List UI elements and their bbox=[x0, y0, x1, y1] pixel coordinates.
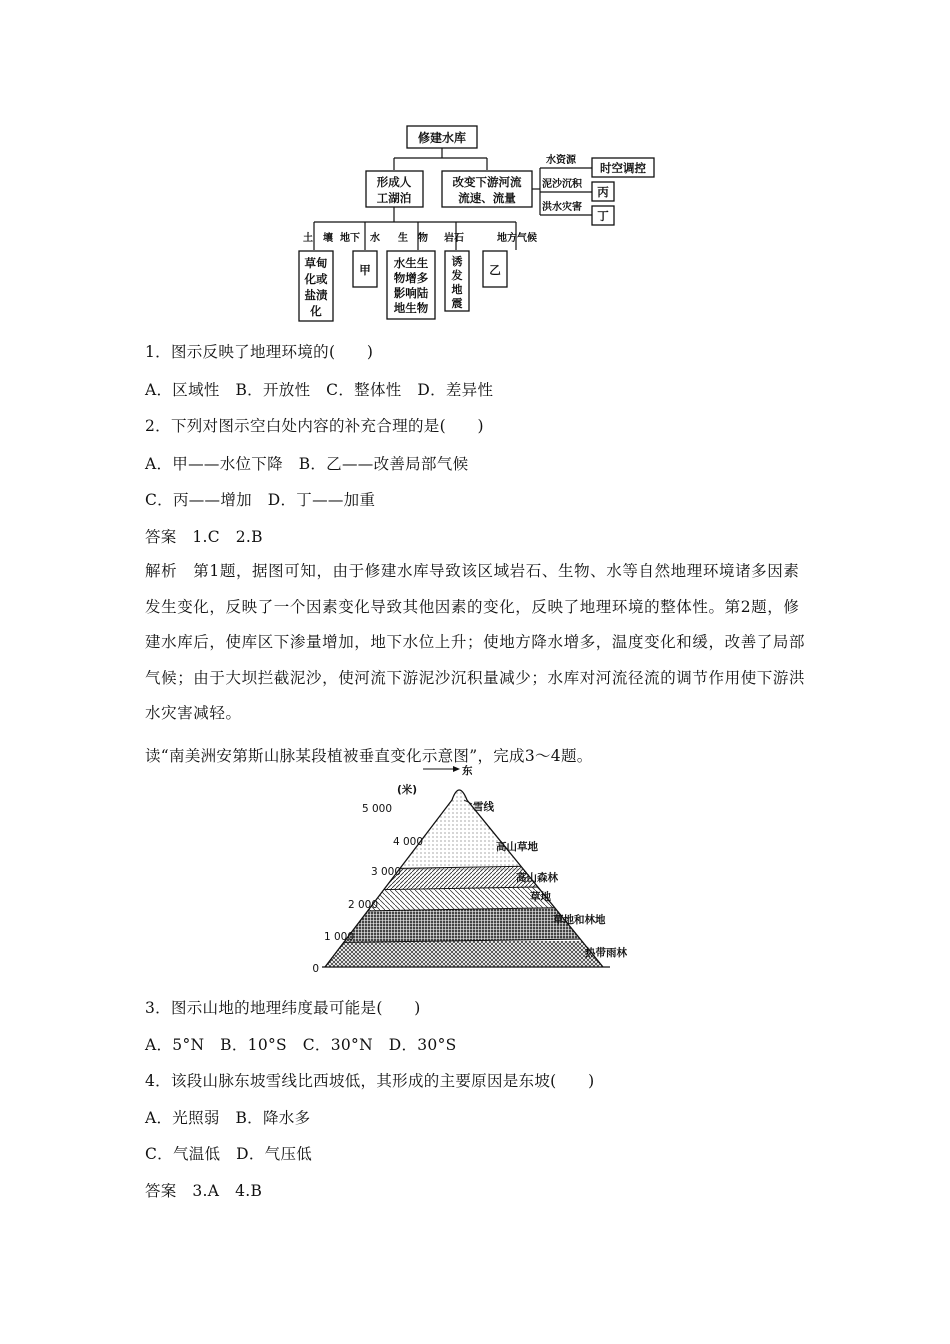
water-resource-label: 水资源 bbox=[546, 155, 576, 166]
unit-label: (米) bbox=[397, 784, 418, 796]
rock-box-line-1: 诱 bbox=[451, 255, 463, 268]
downstream-label-1: 改变下游河流 bbox=[452, 175, 522, 189]
zone-alpine-forest bbox=[300, 864, 660, 891]
label-grassland: 草地 bbox=[530, 891, 551, 903]
bio-box-line-1: 水生生 bbox=[393, 256, 429, 270]
label-snowline: 雪线 bbox=[473, 801, 494, 813]
soil-label: 土 壤 bbox=[303, 233, 333, 244]
tick-1000: 1 000 bbox=[323, 931, 354, 943]
reservoir-flow-diagram bbox=[290, 120, 670, 325]
rock-box-line-3: 地 bbox=[451, 283, 463, 296]
question-2-options-cd: C．丙——增加 D．丁——加重 bbox=[145, 491, 376, 509]
lake-label-1: 形成人 bbox=[376, 175, 412, 189]
question-2-stem: 2．下列对图示空白处内容的补充合理的是( ) bbox=[145, 417, 484, 435]
soil-box-line-3: 盐渍 bbox=[304, 288, 328, 302]
box-bing-text: 丙 bbox=[597, 185, 609, 199]
tick-2000: 2 000 bbox=[347, 899, 378, 911]
groundwater-label: 地下 水 bbox=[340, 233, 380, 244]
question-4-stem: 4．该段山脉东坡雪线比西坡低，其形成的主要原因是东坡( ) bbox=[145, 1072, 595, 1090]
zone-grass-woodland bbox=[300, 906, 660, 943]
rock-box-line-4: 震 bbox=[451, 297, 463, 310]
question-1-stem: 1．图示反映了地理环境的( ) bbox=[145, 343, 374, 361]
box-ding-text: 丁 bbox=[597, 209, 609, 223]
rock-box-line-2: 发 bbox=[451, 269, 463, 282]
answer-1-2: 答案 1.C 2.B bbox=[145, 528, 263, 546]
direction-label: 东 bbox=[462, 765, 473, 777]
label-alpine-meadow: 高山草地 bbox=[496, 841, 538, 853]
question-1-options: A．区域性 B．开放性 C．整体性 D．差异性 bbox=[145, 381, 494, 399]
bio-label: 生 物 bbox=[398, 233, 428, 244]
box-yi-text: 乙 bbox=[489, 263, 501, 277]
question-2-options-ab: A．甲——水位下降 B．乙——改善局部气候 bbox=[145, 455, 469, 473]
question-4-options-cd: C．气温低 D．气压低 bbox=[145, 1145, 313, 1163]
climate-label: 地方气候 bbox=[497, 233, 537, 244]
sediment-label: 泥沙沉积 bbox=[542, 179, 582, 190]
label-alpine-forest: 高山森林 bbox=[516, 872, 558, 884]
rock-label: 岩石 bbox=[444, 233, 464, 244]
root-label: 修建水库 bbox=[417, 131, 467, 145]
tick-3000: 3 000 bbox=[370, 866, 401, 878]
downstream-label-2: 流速、流量 bbox=[458, 191, 516, 205]
flood-label: 洪水灾害 bbox=[542, 202, 582, 213]
tick-5000: 5 000 bbox=[361, 803, 392, 815]
section-intro: 读“南美洲安第斯山脉某段植被垂直变化示意图”，完成3～4题。 bbox=[145, 747, 593, 765]
answer-3-4: 答案 3.A 4.B bbox=[145, 1182, 263, 1200]
bio-box-line-2: 物增多 bbox=[393, 271, 429, 285]
mountain-vegetation-diagram bbox=[300, 760, 660, 978]
soil-box-line-1: 草甸 bbox=[304, 256, 328, 270]
label-tropical-rainforest: 热带雨林 bbox=[585, 947, 627, 959]
label-grass-woodland: 草地和林地 bbox=[553, 914, 606, 926]
box-jia-text: 甲 bbox=[359, 263, 371, 277]
tick-0: 0 bbox=[312, 963, 319, 975]
tick-4000: 4 000 bbox=[392, 836, 423, 848]
question-4-options-ab: A．光照弱 B．降水多 bbox=[145, 1109, 311, 1127]
bio-box-line-3: 影响陆 bbox=[393, 286, 429, 300]
water-resource-box-text: 时空调控 bbox=[600, 161, 646, 175]
soil-box-line-4: 化 bbox=[310, 304, 322, 318]
soil-box-line-2: 化或 bbox=[304, 272, 328, 286]
lake-label-2: 工湖泊 bbox=[376, 191, 412, 205]
explanation-paragraph: 解析 第1题，据图可知，由于修建水库导致该区域岩石、生物、水等自然地理环境诸多因素发生变化，反映了一个因素变化导致其他因素的变化，反映了地理环境的整体性。第2题，修建水库后，使库区下渗量增加，地下水位上升；使地方降水增多，温度变化和缓，改善了局部气候；由于大坝拦截泥沙，使河流下游泥沙沉积量减少；水库对河流径流的调节作用使下游洪水灾害减轻。 bbox=[145, 562, 806, 722]
question-3-options: A．5°N B．10°S C．30°N D．30°S bbox=[145, 1036, 457, 1054]
bio-box-line-4: 地生物 bbox=[393, 301, 429, 315]
question-3-stem: 3．图示山地的地理纬度最可能是( ) bbox=[145, 999, 421, 1017]
